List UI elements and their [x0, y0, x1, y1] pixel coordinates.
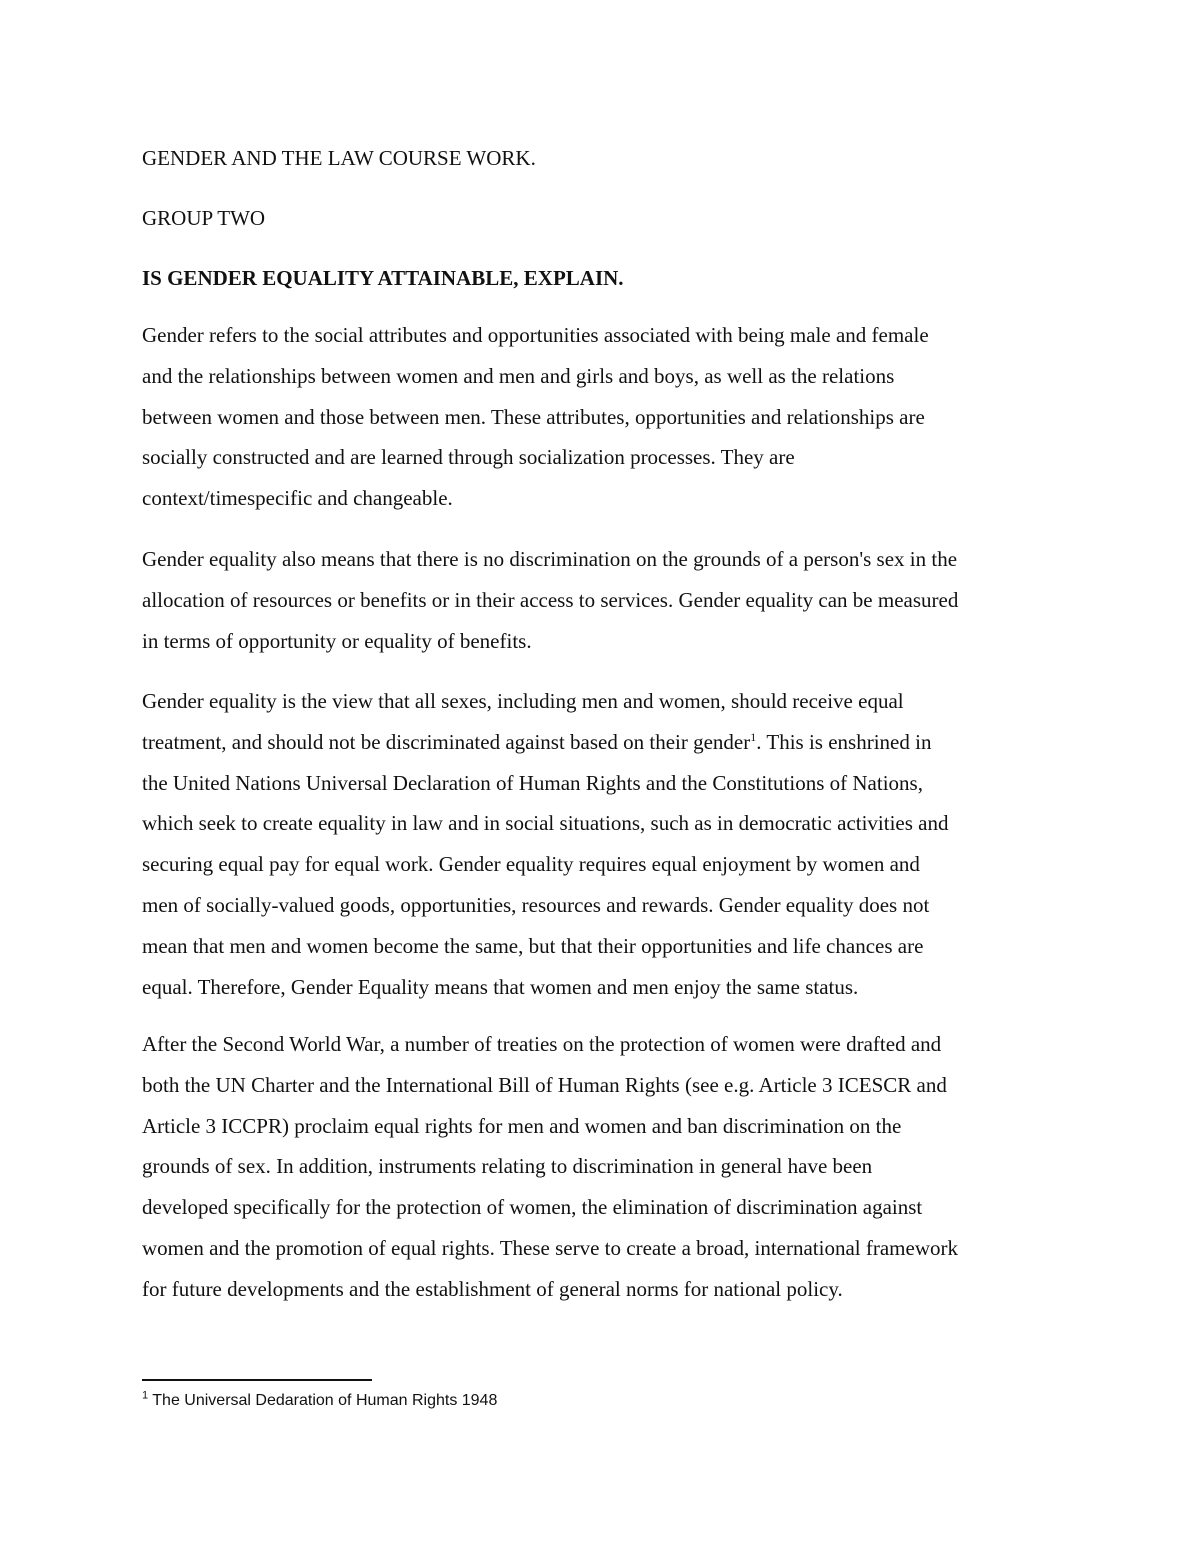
paragraph-line: Gender equality is the view that all sexes, including men and women, should receive equal: [142, 689, 904, 713]
paragraph-line: the United Nations Universal Declaration of Human Rights and the Constitutions of Nations,: [142, 770, 923, 795]
paragraph-line: equal. Therefore, Gender Equality means that women and men enjoy the same status.: [142, 974, 859, 999]
paragraph-post-war-treaties: [142, 1024, 1062, 1310]
paragraph-line: securing equal pay for equal work. Gender equality requires equal enjoyment by women and: [142, 852, 920, 877]
paragraph-line: socially constructed and are learned through socialization processes. They are: [142, 445, 795, 470]
group-label: GROUP TWO: [142, 206, 266, 230]
paragraph-line: for future developments and the establishment of general norms for national policy.: [142, 1276, 843, 1301]
paragraph-line: context/timespecific and changeable.: [142, 486, 453, 511]
paragraph-line: both the UN Charter and the International Bill of Human Rights (see e.g. Article 3 ICESCR and: [142, 1072, 947, 1097]
paragraph-line: and the relationships between women and men and girls and boys, as well as the relations: [142, 363, 895, 388]
footnote-text: The Universal Dedaration of Human Rights 1948: [148, 1392, 498, 1409]
paragraph-line: mean that men and women become the same, but that their opportunities and life chances are: [142, 933, 924, 958]
paragraph-line: Gender refers to the social attributes and opportunities associated with being male and female: [142, 323, 929, 347]
paragraph-line: grounds of sex. In addition, instruments relating to discrimination in general have been: [142, 1154, 873, 1179]
paragraph-line: which seek to create equality in law and in social situations, such as in democratic activities and: [142, 811, 949, 836]
paragraph-line: Article 3 ICCPR) proclaim equal rights for men and women and ban discrimination on the: [142, 1113, 902, 1138]
footnote: [142, 1390, 497, 1412]
paragraph-line-with-footnote: [142, 722, 1062, 763]
paragraph-line: Gender equality also means that there is no discrimination on the grounds of a person's sex in the: [142, 547, 958, 571]
paragraph-gender-definition: [142, 315, 1062, 519]
paragraph-line: men of socially-valued goods, opportunities, resources and rewards. Gender equality does not: [142, 892, 930, 917]
paragraph-line: in terms of opportunity or equality of benefits.: [142, 628, 532, 653]
paragraph-line: women and the promotion of equal rights. These serve to create a broad, international framework: [142, 1235, 958, 1260]
paragraph-line: allocation of resources or benefits or in their access to services. Gender equality can be measured: [142, 587, 959, 612]
paragraph-line: between women and those between men. These attributes, opportunities and relationships are: [142, 404, 925, 429]
paragraph-line: After the Second World War, a number of treaties on the protection of women were drafted and: [142, 1032, 942, 1056]
paragraph-gender-equality-view: [142, 681, 1062, 1007]
line-text: treatment, and should not be discriminated against based on their gender: [142, 729, 751, 754]
line-text: . This is enshrined in: [756, 729, 932, 754]
question-heading: IS GENDER EQUALITY ATTAINABLE, EXPLAIN.: [142, 266, 624, 290]
footnote-marker: 1: [142, 1389, 149, 1402]
footnote-separator: [142, 1379, 372, 1381]
footnote-reference[interactable]: 1: [750, 729, 757, 744]
course-title: GENDER AND THE LAW COURSE WORK.: [142, 146, 536, 170]
paragraph-line: developed specifically for the protection of women, the elimination of discrimination against: [142, 1195, 923, 1220]
paragraph-non-discrimination: [142, 539, 1062, 661]
